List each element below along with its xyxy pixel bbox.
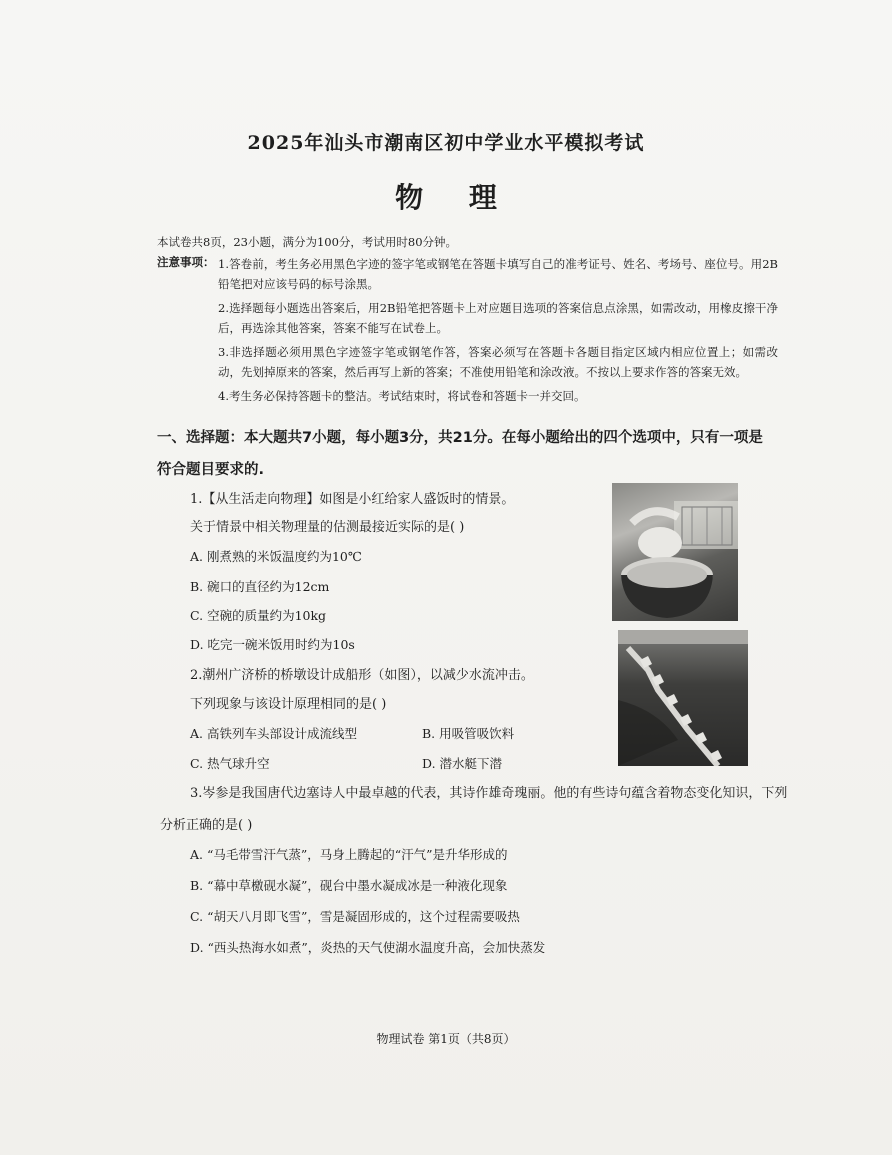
q1-option-a: A. 刚煮熟的米饭温度约为10℃ [190,549,362,564]
q3-option-d: D. “西头热海水如煮”，炎热的天气使湖水温度升高，会加快蒸发 [190,940,546,955]
notes-list [218,254,778,410]
subject-title: 物 理 [395,181,515,214]
q1-option-d: D. 吃完一碗米饭用时约为10s [190,637,355,652]
q3-option-a: A. “马毛带雪汗气蒸”，马身上腾起的“汗气”是升华形成的 [190,847,508,862]
notes-label: 注意事项： [157,255,215,269]
q1-stem: 1.【从生活走向物理】如图是小红给家人盛饭时的情景。 [190,492,515,507]
q2-option-b: B. 用吸管吸饮料 [422,726,515,741]
q1-option-b: B. 碗口的直径约为12cm [190,579,330,594]
note-item: 2.选择题每小题选出答案后，用2B铅笔把答题卡上对应题目选项的答案信息点涂黑，如需改动，用橡皮擦干净后，再选涂其他答案，答案不能写在试卷上。 [218,301,778,335]
exam-intro: 本试卷共8页，23小题，满分为100分，考试用时80分钟。 [157,235,458,249]
q3-option-c: C. “胡天八月即飞雪”，雪是凝固形成的，这个过程需要吸热 [190,909,520,924]
q3-stem: 分析正确的是( ) [160,818,253,833]
note-item: 1.答卷前，考生务必用黑色字迹的签字笔或钢笔在答题卡填写自己的准考证号、姓名、考场号、座位号。用2B铅笔把对应该号码的标号涂黑。 [218,257,778,291]
page-footer: 物理试卷 第1页（共8页） [376,1032,516,1046]
q2-option-d: D. 潜水艇下潜 [422,756,503,771]
q3-option-b: B. “幕中草檄砚水凝”，砚台中墨水凝成冰是一种液化现象 [190,878,508,893]
section-heading-line: 一、选择题：本大题共7小题，每小题3分，共21分。在每小题给出的四个选项中，只有一项是 [157,430,763,446]
q2-option-a: A. 高铁列车头部设计成流线型 [190,726,357,741]
q2-stem: 2.潮州广济桥的桥墩设计成船形（如图），以减少水流冲击。 [190,668,534,683]
section-heading [157,422,777,486]
q2-option-c: C. 热气球升空 [190,756,270,771]
exam-title: 2025年汕头市潮南区初中学业水平模拟考试 [247,132,645,154]
note-item: 4.考生务必保持答题卡的整洁。考试结束时，将试卷和答题卡一并交回。 [218,389,586,403]
q1-option-c: C. 空碗的质量约为10kg [190,608,327,623]
section-heading-line: 符合题目要求的. [157,462,265,478]
q3-stem: 3.岑参是我国唐代边塞诗人中最卓越的代表，其诗作雄奇瑰丽。他的有些诗句蕴含着物态变化知识，下列 [190,786,788,801]
q1-stem: 关于情景中相关物理量的估测最接近实际的是( ) [190,520,465,535]
rice-serving-photo [612,483,738,621]
bridge-photo [618,630,748,766]
note-item: 3.非选择题必须用黑色字迹签字笔或钢笔作答，答案必须写在答题卡各题目指定区域内相应位置上；如需改动，先划掉原来的答案，然后再写上新的答案；不准使用铅笔和涂改液。不按以上要求作答的答案无效。 [218,345,778,379]
q2-stem: 下列现象与该设计原理相同的是( ) [190,697,387,712]
